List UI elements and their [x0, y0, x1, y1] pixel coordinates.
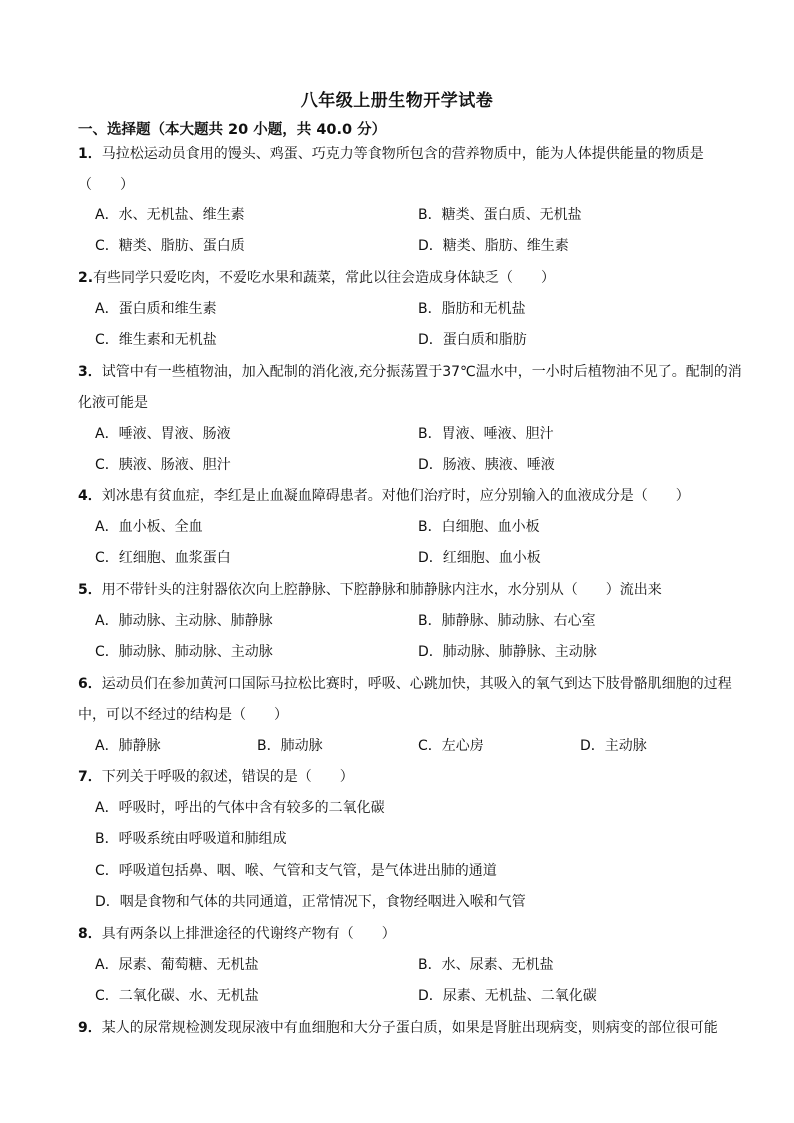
option-b: B．呼吸系统由呼吸道和肺组成 — [95, 831, 287, 847]
question-2 — [78, 263, 746, 294]
option-a: A．水、无机盐、维生素 — [95, 207, 245, 223]
question-5 — [78, 575, 746, 606]
option-d: D．蛋白质和脂肪 — [418, 332, 527, 348]
question-stem: 某人的尿常规检测发现尿液中有血细胞和大分子蛋白质，如果是肾脏出现病变，则病变的部位很可能 — [101, 1020, 718, 1036]
question-stem: 试管中有一些植物油，加入配制的消化液,充分振荡置于37℃温水中，一小时后植物油不见了。配制的消化液可能是 — [78, 364, 742, 411]
question-number: 3． — [78, 364, 102, 380]
question-number: 8． — [78, 926, 102, 942]
question-3 — [78, 357, 746, 419]
option-c: C．肺动脉、肺动脉、主动脉 — [95, 644, 273, 660]
question-number: 4． — [78, 488, 102, 504]
option-a: A．唾液、胃液、肠液 — [95, 426, 231, 442]
question-number: 7． — [78, 769, 102, 785]
option-c: C．胰液、肠液、胆汁 — [95, 457, 231, 473]
option-d: D．咽是食物和气体的共同通道，正常情况下，食物经咽进入喉和气管 — [95, 894, 526, 910]
page-title: 八年级上册生物开学试卷 — [300, 91, 494, 111]
question-6 — [78, 669, 746, 731]
question-number: 5． — [78, 582, 102, 598]
option-d: D．糖类、脂肪、维生素 — [418, 238, 569, 254]
option-c: C．呼吸道包括鼻、咽、喉、气管和支气管，是气体进出肺的通道 — [95, 863, 497, 879]
option-c: C．红细胞、血浆蛋白 — [95, 550, 231, 566]
question-4 — [78, 481, 746, 512]
option-d: D．主动脉 — [580, 738, 647, 754]
option-b: B．水、尿素、无机盐 — [418, 957, 554, 973]
question-stem: 刘冰患有贫血症，李红是止血凝血障碍患者。对他们治疗时，应分别输入的血液成分是（ ） — [101, 488, 690, 504]
section-heading: 一、选择题（本大题共 20 小题，共 40.0 分） — [78, 122, 387, 138]
option-a: A．蛋白质和维生素 — [95, 301, 217, 317]
question-stem: 有些同学只爱吃肉，不爱吃水果和蔬菜，常此以往会造成身体缺乏（ ） — [93, 270, 556, 286]
option-b: B．肺静脉、肺动脉、右心室 — [418, 613, 596, 629]
option-d: D．肠液、胰液、唾液 — [418, 457, 555, 473]
option-a: A．呼吸时，呼出的气体中含有较多的二氧化碳 — [95, 800, 385, 816]
option-b: B．胃液、唾液、胆汁 — [418, 426, 554, 442]
option-b: B．白细胞、血小板 — [418, 519, 540, 535]
option-a: A．肺动脉、主动脉、肺静脉 — [95, 613, 273, 629]
question-number: 2. — [78, 270, 94, 286]
question-stem: 下列关于呼吸的叙述，错误的是（ ） — [101, 769, 354, 785]
question-stem: 马拉松运动员食用的馒头、鸡蛋、巧克力等食物所包含的营养物质中，能为人体提供能量的物质是（ ） — [78, 146, 704, 193]
option-a: A．尿素、葡萄糖、无机盐 — [95, 957, 259, 973]
question-number: 1． — [78, 146, 102, 162]
question-7 — [78, 762, 746, 793]
question-stem: 用不带针头的注射器依次向上腔静脉、下腔静脉和肺静脉内注水，水分别从（ ）流出来 — [101, 582, 662, 598]
option-d: D．红细胞、血小板 — [418, 550, 541, 566]
question-stem: 运动员们在参加黄河口国际马拉松比赛时，呼吸、心跳加快，其吸入的氧气到达下肢骨骼肌细胞的过程中，可以不经过的结构是（ ） — [78, 676, 732, 723]
question-stem: 具有两条以上排泄途径的代谢终产物有（ ） — [101, 926, 396, 942]
option-b: B．糖类、蛋白质、无机盐 — [418, 207, 582, 223]
question-number: 6． — [78, 676, 102, 692]
option-a: A．肺静脉 — [95, 738, 161, 754]
option-c: C．糖类、脂肪、蛋白质 — [95, 238, 245, 254]
option-d: D．肺动脉、肺静脉、主动脉 — [418, 644, 597, 660]
option-c: C．左心房 — [418, 738, 484, 754]
option-b: B．肺动脉 — [257, 738, 323, 754]
question-8 — [78, 919, 746, 950]
question-1 — [78, 139, 746, 201]
option-b: B．脂肪和无机盐 — [418, 301, 526, 317]
option-a: A．血小板、全血 — [95, 519, 203, 535]
option-c: C．二氧化碳、水、无机盐 — [95, 988, 259, 1004]
option-d: D．尿素、无机盐、二氧化碳 — [418, 988, 597, 1004]
question-number: 9． — [78, 1020, 102, 1036]
option-c: C．维生素和无机盐 — [95, 332, 217, 348]
question-9 — [78, 1013, 746, 1044]
